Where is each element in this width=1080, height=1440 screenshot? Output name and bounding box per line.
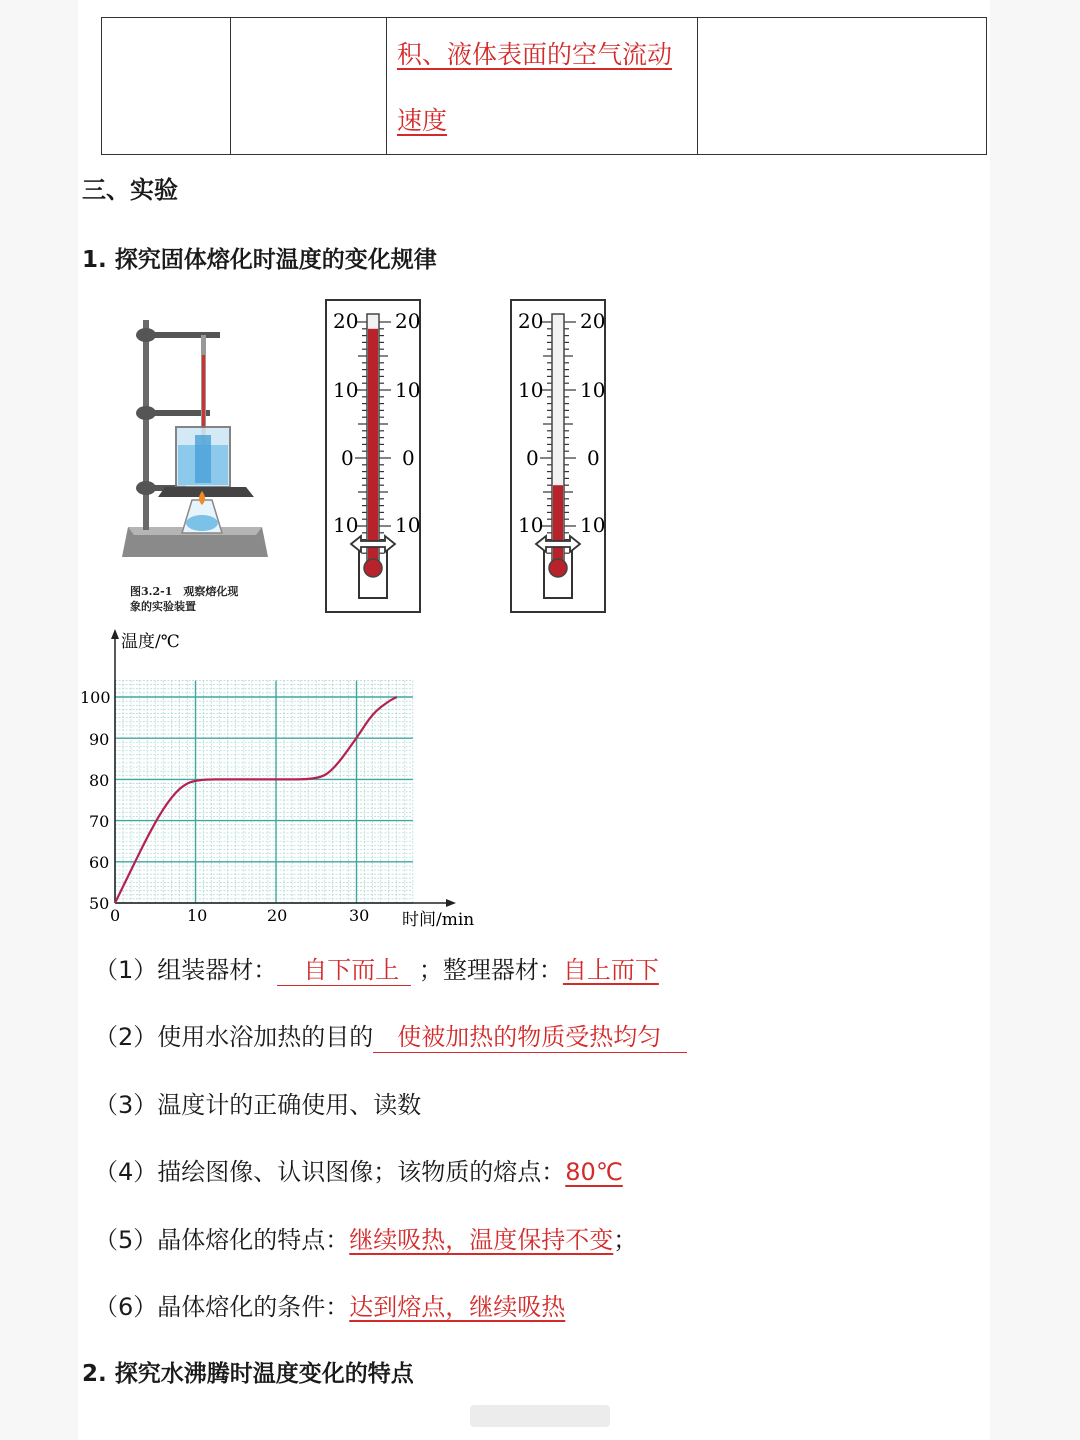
thermometer-liquid [368,329,378,566]
y-tick-labels [80,688,111,913]
table-cell [387,18,698,155]
x-tick-label: 30 [349,906,370,925]
item-3 [94,1085,421,1120]
item-6-text: （6）晶体熔化的条件： [94,1293,350,1321]
experiment-2-title: 2. 探究水沸腾时温度变化的特点 [82,1361,414,1387]
grid-minor [115,681,413,903]
item-2-answer: 使被加热的物质受热均匀 [373,1017,687,1053]
item-4-text: （4）描绘图像、认识图像；该物质的熔点： [94,1158,566,1186]
tick-label: 0 [402,446,415,470]
y-tick-label: 70 [89,812,110,831]
item-5-post: ； [613,1226,638,1254]
tick-label: 10 [333,378,359,402]
item-4 [94,1152,623,1187]
item-4-answer: 80℃ [565,1158,623,1186]
y-tick-label: 100 [80,688,111,707]
thermometer-1 [325,298,421,616]
watermark-bar [470,1405,610,1427]
tick-label: 10 [580,378,606,402]
table-row [102,18,987,155]
tick-label: 10 [333,513,359,537]
item-3-text: （3）温度计的正确使用、读数 [94,1091,422,1119]
y-tick-label: 60 [89,853,110,872]
tick-label: 0 [587,446,600,470]
item-1 [94,950,659,986]
item-1-answer-assemble: 自下而上 [277,950,411,986]
apparatus-caption-line2: 象的实验装置 [130,600,196,613]
tick-label: 20 [395,309,421,333]
item-6 [94,1287,565,1322]
melting-curve-chart [78,625,488,935]
x-axis-arrow [446,899,456,907]
experiment-1-title: 1. 探究固体熔化时温度的变化规律 [82,247,437,273]
x-axis-label: 时间/min [402,910,475,930]
melting-apparatus-illustration [110,295,280,620]
tick-label: 10 [395,513,421,537]
table-cell [102,18,231,155]
item-1-mid: ；整理器材： [418,956,563,984]
tick-label: 0 [526,446,539,470]
y-tick-label: 90 [89,730,110,749]
tick-label: 20 [333,309,359,333]
tick-label: 0 [341,446,354,470]
table-fragment [101,17,987,155]
item-2 [94,1017,687,1053]
y-axis-arrow [111,629,119,639]
x-tick-label: 0 [110,906,121,925]
x-tick-label: 10 [187,906,208,925]
tick-label: 10 [518,513,544,537]
item-5-text: （5）晶体熔化的特点： [94,1226,350,1254]
y-axis-label: 温度/℃ [121,632,180,652]
table-cell [698,18,987,155]
tick-label: 10 [580,513,606,537]
tick-label: 10 [518,378,544,402]
cell-answer-line2: 速度 [397,106,448,135]
cell-answer-line1: 积、液体表面的空气流动 [397,40,673,69]
tick-label: 10 [395,378,421,402]
item-2-text: （2）使用水浴加热的目的 [94,1023,374,1051]
apparatus-caption-line1: 图3.2-1 观察熔化现 [130,585,239,598]
x-tick-label: 20 [267,906,288,925]
thermometer-2 [510,298,606,616]
y-tick-label: 80 [89,771,110,790]
item-5 [94,1220,637,1255]
table-cell [231,18,387,155]
x-tick-labels [110,906,369,925]
tick-label: 20 [580,309,606,333]
y-tick-label: 50 [89,894,110,913]
tick-label: 20 [518,309,544,333]
item-5-answer: 继续吸热，温度保持不变 [349,1226,614,1254]
item-6-answer: 达到熔点，继续吸热 [349,1293,566,1321]
item-1-text: （1）组装器材： [94,956,278,984]
section-title: 三、实验 [82,176,178,204]
thermometer-liquid [553,485,563,566]
item-1-answer-disassemble: 自上而下 [562,956,659,984]
